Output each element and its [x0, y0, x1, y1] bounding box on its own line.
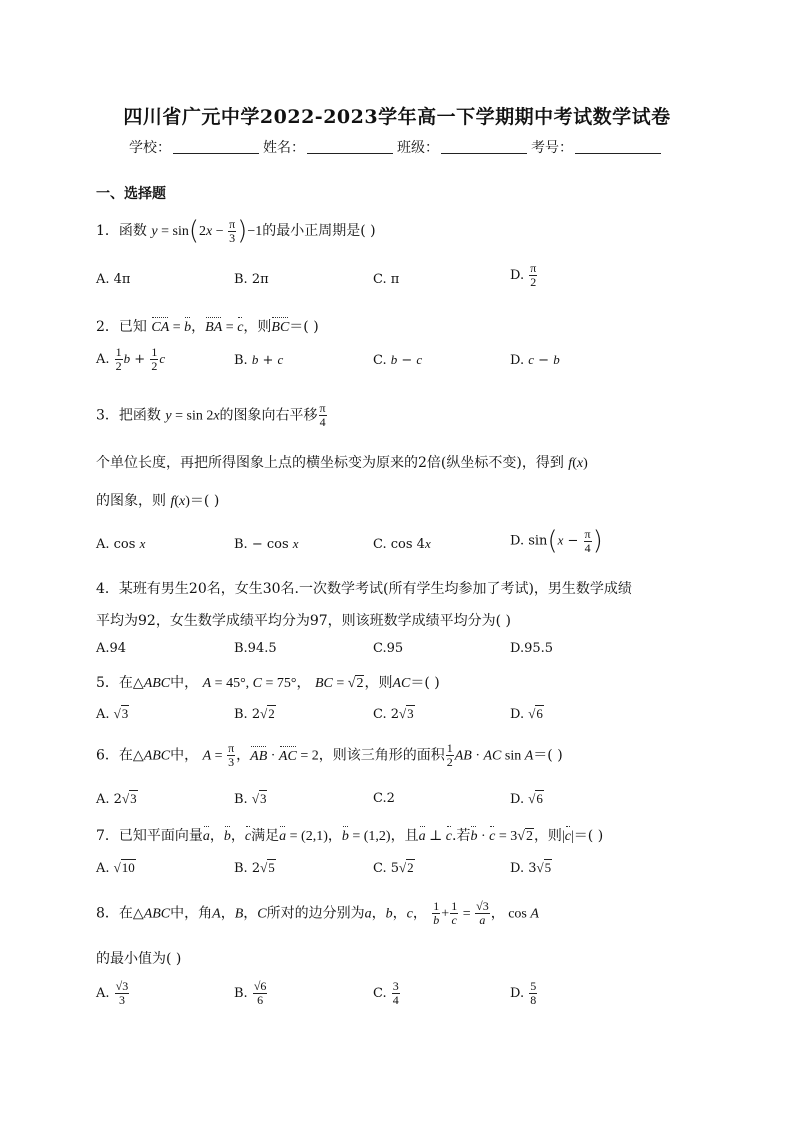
name-label: 姓名：: [263, 140, 305, 156]
option-c[interactable]: C. 5√2: [373, 860, 414, 876]
page-title: 四川省广元中学2022-2023学年高一下学期期中考试数学试卷: [123, 106, 671, 128]
question-3-stem: 3．把函数 y = sin 2x的图象向右平移 $\frac{\pi}{4}$: [96, 401, 326, 429]
question-7-stem: 7．已知平面向量a，b，c满足a = (2,1)，b = (1,2)，且a ⊥ c.若b · c = 3√2，则|c|＝( ): [96, 828, 604, 844]
option-b[interactable]: B. √3: [234, 791, 267, 807]
option-b[interactable]: B. b + c: [234, 352, 284, 368]
class-blank[interactable]: [441, 141, 527, 154]
question-3-line-2: 个单位长度，再把所得图象上点的横坐标变为原来的2倍(纵坐标不变)，得到 f(x): [96, 455, 588, 471]
question-3-options: [96, 526, 716, 562]
option-d[interactable]: D.95.5: [510, 641, 554, 656]
id-label: 考号：: [531, 140, 573, 156]
question-7-options: [96, 860, 716, 886]
option-a[interactable]: A. $\frac{√3}{3}$: [96, 979, 129, 1007]
question-2-options: [96, 345, 716, 378]
question-8-line-2: 的最小值为( ): [96, 951, 182, 967]
option-b[interactable]: B. 2√5: [234, 860, 275, 876]
school-blank[interactable]: [173, 141, 259, 154]
option-a[interactable]: A. 4π: [96, 272, 131, 287]
option-d[interactable]: D. 3√5: [510, 860, 552, 876]
option-c[interactable]: C. b − c: [373, 352, 423, 368]
option-c[interactable]: C. cos 4x: [373, 536, 431, 552]
option-a[interactable]: A. cos x: [96, 536, 146, 552]
option-c[interactable]: C. $\frac{3}{4}$: [373, 979, 399, 1007]
question-6-options: [96, 791, 716, 817]
option-b[interactable]: B. 2√2: [234, 706, 275, 722]
question-3-line-3: 的图象，则 f(x)＝( ): [96, 493, 220, 509]
school-label: 学校：: [129, 140, 171, 156]
question-5-stem: 5．在△ABC中， A = 45°, C = 75°， BC = √2，则AC＝( ): [96, 675, 440, 691]
option-b[interactable]: B.94.5: [234, 641, 277, 656]
question-4-line-2: 平均为92，女生数学成绩平均分为97，则该班数学成绩平均分为( ): [96, 613, 512, 629]
option-a[interactable]: A. 2√3: [96, 791, 137, 807]
question-5-options: [96, 706, 716, 732]
option-b[interactable]: B. 2π: [234, 272, 269, 287]
question-8-options: [96, 979, 716, 1010]
option-d[interactable]: D. c − b: [510, 352, 560, 368]
question-4-options: [96, 641, 716, 667]
option-a[interactable]: A. $\frac{1}{2}$ b + $\frac{1}{2}$ c: [96, 345, 166, 373]
option-d[interactable]: D. $\frac{5}{8}$: [510, 979, 537, 1007]
student-info-line: [0, 137, 794, 157]
option-a[interactable]: A. √3: [96, 706, 129, 722]
option-d[interactable]: D. $\frac{\pi}{2}$: [510, 261, 537, 289]
question-6-stem: 6．在△ABC中， A = $\frac{\pi}{3}$ ，AB · AC = 2，则该三角形的面积 $\frac{1}{2}$ AB · AC sin A＝( ): [96, 741, 563, 769]
section-title: 一、选择题: [96, 186, 166, 202]
option-a[interactable]: A. √10: [96, 860, 135, 876]
option-a[interactable]: A.94: [96, 641, 127, 656]
option-c[interactable]: C.2: [373, 791, 395, 806]
question-1-stem: 1．函数 y = sin(2x − $\frac{\pi}{3}$ )−1的最小正周期是( ): [96, 216, 376, 246]
question-8-stem: 8．在△ABC中，角A，B，C所对的边分别为a，b，c， $\frac{1}{b}$ + $\frac{1}{c}$ = $\frac{√3}{a}$ ， cos A: [96, 899, 539, 927]
question-4-line-1: 4．某班有男生20名，女生30名.一次数学考试(所有学生均参加了考试)，男生数学成绩: [96, 581, 632, 597]
class-label: 班级：: [397, 140, 439, 156]
option-c[interactable]: C.95: [373, 641, 404, 656]
question-2-stem: 2．已知 CA = b，BA = c，则BC＝( ): [96, 319, 319, 335]
option-b[interactable]: B. − cos x: [234, 536, 299, 552]
option-c[interactable]: C. π: [373, 272, 400, 287]
option-d[interactable]: D. sin(x − $\frac{\pi}{4}$ ): [510, 526, 603, 556]
option-d[interactable]: D. √6: [510, 706, 543, 722]
option-b[interactable]: B. $\frac{√6}{6}$: [234, 979, 267, 1007]
name-blank[interactable]: [307, 141, 393, 154]
id-blank[interactable]: [575, 141, 661, 154]
option-d[interactable]: D. √6: [510, 791, 543, 807]
question-1-options: [96, 261, 716, 298]
option-c[interactable]: C. 2√3: [373, 706, 414, 722]
